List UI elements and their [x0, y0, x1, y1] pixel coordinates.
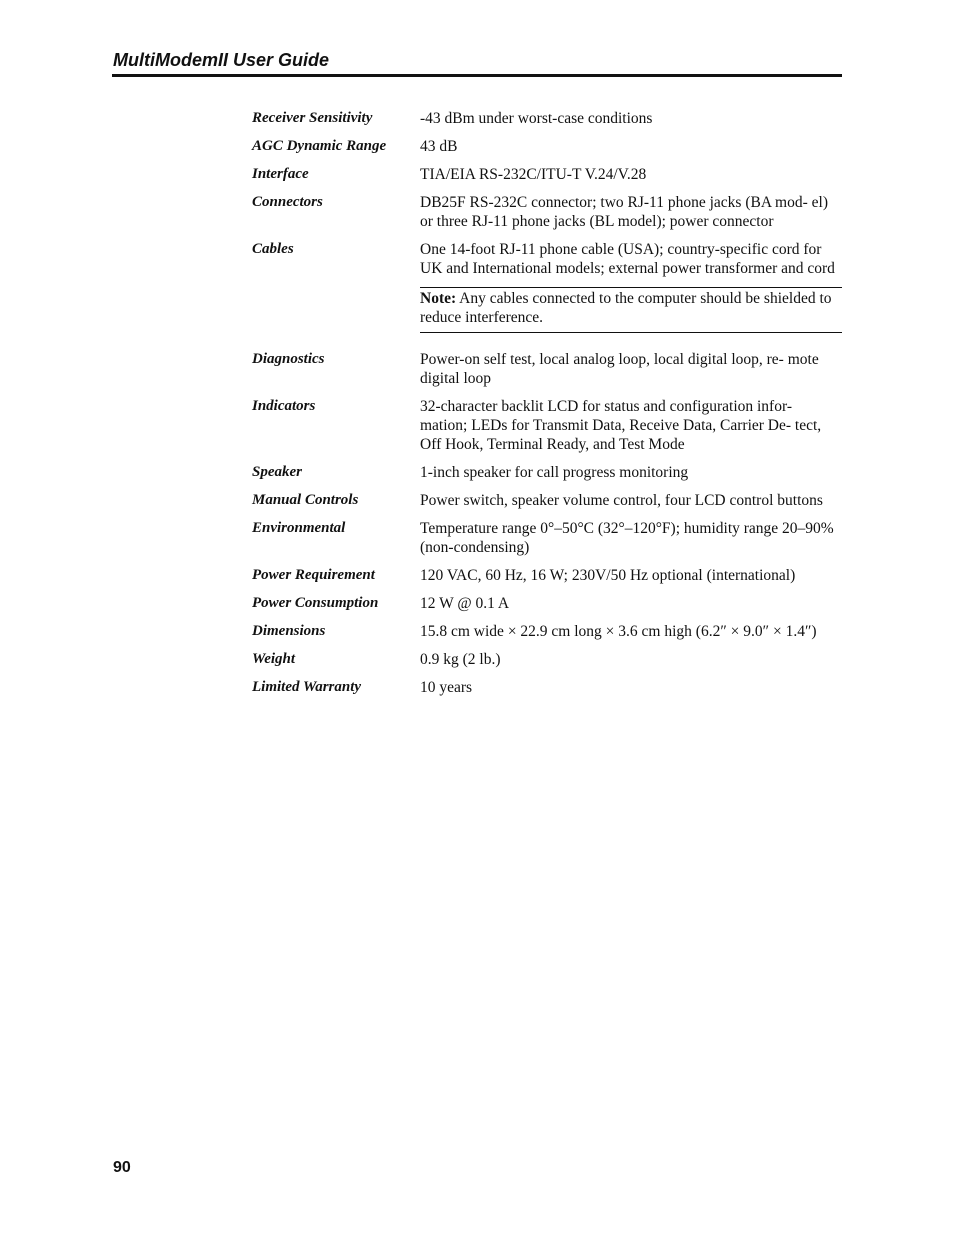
spec-value: 1-inch speaker for call progress monitoring	[420, 464, 689, 481]
spec-row-cables	[252, 240, 842, 278]
spec-label: Indicators	[252, 398, 316, 414]
spec-row-power-requirement	[252, 566, 842, 585]
spec-row-speaker	[252, 463, 842, 482]
spec-row-power-consumption	[252, 594, 842, 613]
spec-label: Power Requirement	[252, 567, 375, 583]
spec-table	[252, 109, 842, 706]
spec-value: Power switch, speaker volume control, four LCD control buttons	[420, 492, 823, 509]
spec-value: Power-on self test, local analog loop, local digital loop, re- mote digital loop	[420, 351, 819, 387]
spec-label: Receiver Sensitivity	[252, 110, 373, 126]
note-box	[420, 287, 842, 333]
note-text: Any cables connected to the computer should be shielded to reduce interference.	[420, 290, 832, 326]
spec-label: Dimensions	[252, 623, 326, 639]
spec-row-diagnostics	[252, 350, 842, 388]
spec-row-dimensions	[252, 622, 842, 641]
spec-row-limited-warranty	[252, 678, 842, 697]
spec-row-interface	[252, 165, 842, 184]
page-header-title: MultiModemII User Guide	[113, 50, 330, 70]
spec-value: 12 W @ 0.1 A	[420, 595, 510, 612]
spec-value: 10 years	[420, 679, 473, 696]
spec-label: Environmental	[252, 520, 346, 536]
spec-value: 15.8 cm wide × 22.9 cm long × 3.6 cm high (6.2″ × 9.0″ × 1.4″)	[420, 623, 817, 640]
spec-value: 0.9 kg (2 lb.)	[420, 651, 501, 668]
spec-label: Limited Warranty	[252, 679, 362, 695]
spec-label: Cables	[252, 241, 294, 257]
spec-value: 43 dB	[420, 138, 458, 155]
spec-row-receiver-sensitivity	[252, 109, 842, 128]
header-rule	[112, 74, 842, 77]
spec-row-weight	[252, 650, 842, 669]
spec-label: Power Consumption	[252, 595, 379, 611]
spec-label: Weight	[252, 651, 296, 667]
spec-label: Speaker	[252, 464, 302, 480]
spec-value: TIA/EIA RS-232C/ITU-T V.24/V.28	[420, 166, 647, 183]
spec-row-connectors	[252, 193, 842, 231]
page-number: 90	[113, 1159, 131, 1176]
spec-row-agc-dynamic-range	[252, 137, 842, 156]
spec-label: Connectors	[252, 194, 323, 210]
note-row	[252, 287, 842, 333]
spec-value: -43 dBm under worst-case conditions	[420, 110, 653, 127]
spec-value: DB25F RS-232C connector; two RJ-11 phone jacks (BA mod- el) or three RJ-11 phone jacks (BL model); power connector	[420, 194, 828, 230]
spec-value: 32-character backlit LCD for status and configuration infor- mation; LEDs for Transmit Data, Receive Data, Carrier De- tect, Off Hook, Terminal Ready, and Test Mode	[420, 398, 822, 453]
spec-label: Manual Controls	[252, 492, 359, 508]
note-label: Note:	[420, 290, 457, 307]
spec-label: Diagnostics	[252, 351, 325, 367]
spec-label: Interface	[252, 166, 309, 182]
spec-label: AGC Dynamic Range	[252, 138, 387, 154]
spec-row-indicators	[252, 397, 842, 454]
note-spacer	[252, 287, 420, 333]
spec-row-manual-controls	[252, 491, 842, 510]
spec-row-environmental	[252, 519, 842, 557]
spec-value: Temperature range 0°–50°C (32°–120°F); humidity range 20–90% (non-condensing)	[420, 520, 834, 556]
spec-value: One 14-foot RJ-11 phone cable (USA); country-specific cord for UK and International models; external power transformer and cord	[420, 241, 835, 277]
spec-value: 120 VAC, 60 Hz, 16 W; 230V/50 Hz optional (international)	[420, 567, 796, 584]
